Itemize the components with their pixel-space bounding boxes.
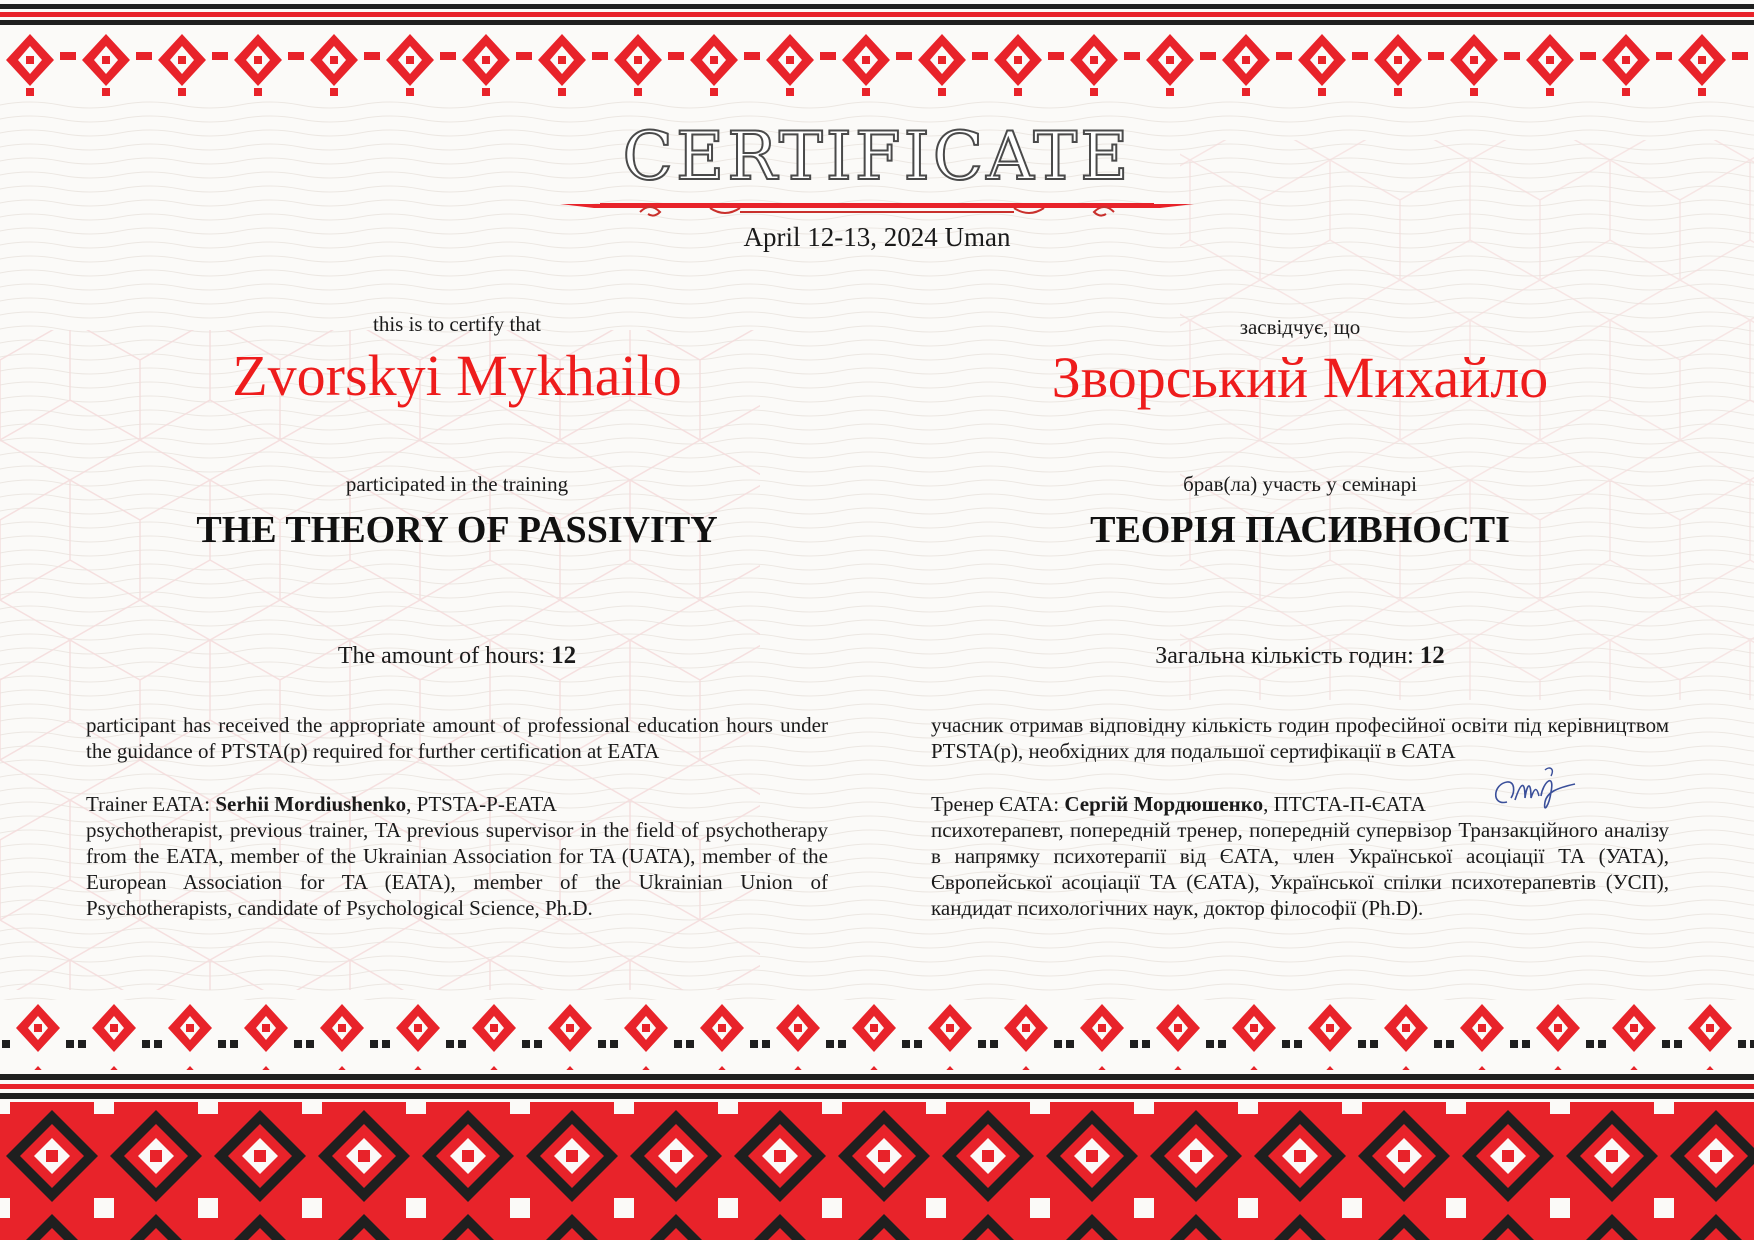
participated-label-ua: брав(ла) участь у семінарі bbox=[1183, 472, 1417, 496]
trainer-name-ua: Сергій Мордюшенко bbox=[1064, 792, 1264, 816]
hours-line bbox=[86, 642, 828, 670]
hours-value-ua: 12 bbox=[1419, 642, 1445, 669]
trainer-bio-ua: психотерапевт, попередній тренер, попередній супервізор Транзакційного аналізу в напрямку психотерапії від ЄАТА, член Української асоціації ТА (УАТА), Європейської асоціації ТА (ЄАТА), Української спілки психотерапевтів (УСП), кандидат психологічних наук, доктор філософії (Ph.D). bbox=[931, 818, 1669, 920]
trainer-credentials-ua: , ПТСТА-П-ЄАТА bbox=[1263, 792, 1426, 816]
trainer-label: Trainer EATA: bbox=[86, 792, 211, 816]
hours-value: 12 bbox=[551, 642, 577, 669]
trainer-bio: psychotherapist, previous trainer, TA previous supervisor in the field of psychotherapy from the EATA, member of the Ukrainian Association for TA (UATA), member of the European Association for TA (EATA), member of the Ukrainian Union of Psychotherapists, candidate of Psychological Science, Ph.D. bbox=[86, 818, 828, 920]
ornamental-divider-icon bbox=[560, 192, 1194, 224]
certificate-date: April 12-13, 2024 Uman bbox=[743, 222, 1011, 252]
recipient-name: Zvorskyi Mykhailo bbox=[232, 343, 682, 408]
participant-text: participant has received the appropriate amount of professional education hours under the guidance of PTSTA(p) required for further certification at EATA bbox=[86, 713, 828, 763]
trainer-credentials: , PTSTA-P-EATA bbox=[406, 792, 557, 816]
trainer-block bbox=[86, 791, 828, 921]
trainer-line bbox=[86, 791, 828, 817]
hours-label: The amount of hours: bbox=[337, 643, 546, 669]
course-title: THE THEORY OF PASSIVITY bbox=[196, 509, 718, 551]
participant-text-ua: учасник отримав відповідну кількість годин професійної освіти під керівництвом PTSTA(p), необхідних для подальшої сертифікації в ЄАТА bbox=[931, 713, 1669, 763]
participated-label: participated in the training bbox=[345, 472, 569, 496]
handwritten-signature-icon bbox=[1485, 762, 1585, 820]
hours-label-ua: Загальна кількість годин: bbox=[1155, 643, 1414, 669]
certificate-title: CERTIFICATE bbox=[622, 118, 1132, 195]
trainer-name: Serhii Mordiushenko bbox=[215, 792, 407, 816]
trainer-label-ua: Тренер ЄАТА: bbox=[931, 792, 1060, 816]
certify-label: this is to certify that bbox=[373, 312, 541, 336]
hours-line-ua bbox=[931, 642, 1669, 670]
recipient-name-ua: Зворський Михайло bbox=[1051, 345, 1549, 410]
certify-label-ua: засвідчує, що bbox=[1239, 315, 1361, 339]
course-title-ua: ТЕОРІЯ ПАСИВНОСТІ bbox=[1090, 509, 1510, 551]
